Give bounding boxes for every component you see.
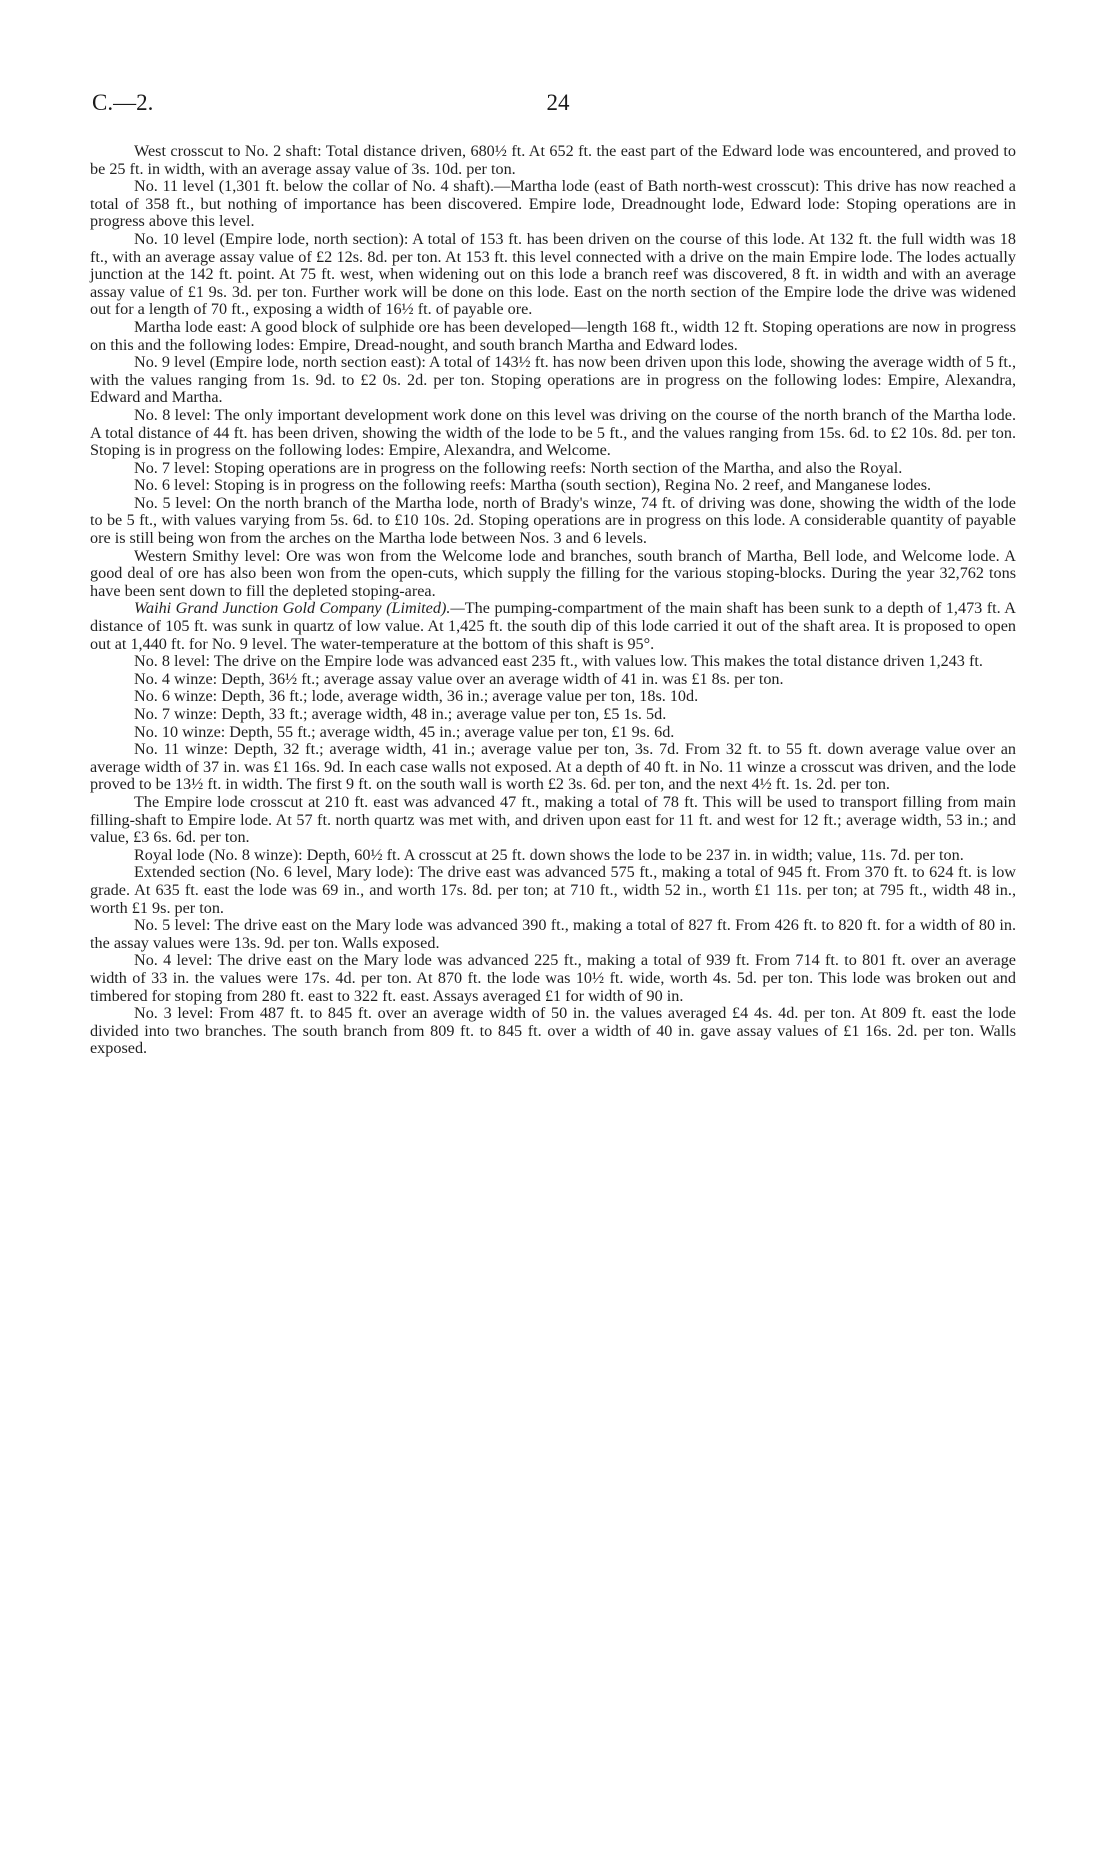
paragraph-no-6-level: No. 6 level: Stoping is in progress on the following reefs: Martha (south section), Regina No. 2 reef, and Manganese lodes.	[134, 476, 932, 495]
paragraph-no-8-level: No. 8 level: The only important development work done on this level was driving on the course of the north branch of the Martha lode. A total distance of 44 ft. has been driven, showing the width of the lode to be 5 ft., and the values ranging from 15s. 6d. to £2 10s. 8d. per ton. Stoping is in progress on the following lodes: Empire, Alexandra, and Welcome.	[90, 405, 1016, 460]
document-code: C.—2.	[92, 90, 154, 115]
paragraph-mary-no-4-level: No. 4 level: The drive east on the Mary lode was advanced 225 ft., making a total of 939 ft. From 714 ft. to 801 ft. over an average width of 33 in. the values were 17s. 4d. per ton. At 870 ft. the lode was 10½ ft. wide, worth 4s. 5d. per ton. This lode was broken out and timbered for stoping from 280 ft. east to 322 ft. east. Assays averaged £1 for width of 90 in.	[90, 951, 1016, 1005]
paragraph-no-10-level: No. 10 level (Empire lode, north section): A total of 153 ft. has been driven on the course of this lode. At 132 ft. the full width was 18 ft., with an average assay value of £2 12s. 8d. per ton. At 153 ft. this level connected with a drive on the main Empire lode. The lodes actually junction at the 142 ft. point. At 75 ft. west, when widening out on this lode a branch reef was discovered, 8 ft. in width and with an average assay value of £1 9s. 3d. per ton. Further work will be done on this lode. East on the north section of the Empire lode the drive was widened out for a length of 70 ft., exposing a width of 16½ ft. of payable ore.	[90, 229, 1016, 319]
paragraph-empire-lode-crosscut: The Empire lode crosscut at 210 ft. east was advanced 47 ft., making a total of 78 ft. This will be used to transport filling from main filling-shaft to Empire lode. At 57 ft. north quartz was met with, and driven upon east for 11 ft. and west for 12 ft.; average width, 53 in.; and value, £3 6s. 6d. per ton.	[90, 792, 1016, 847]
paragraph-no-10-winze: No. 10 winze: Depth, 55 ft.; average width, 45 in.; average value per ton, £1 9s. 6d.	[134, 722, 675, 741]
paragraph-martha-lode-east: Martha lode east: A good block of sulphide ore has been developed—length 168 ft., width 12 ft. Stoping operations are now in progress on this and the following lodes: Empire, Dread-nought, and south branch Martha and Edward lodes.	[90, 317, 1016, 354]
page-number: 24	[546, 90, 570, 115]
paragraph-no-9-level: No. 9 level (Empire lode, north section east): A total of 143½ ft. has now been driven upon this lode, showing the average width of 5 ft., with the values ranging from 1s. 9d. to £2 0s. 2d. per ton. Stoping operations are in progress on the following lodes: Empire, Alexandra, Edward and Martha.	[90, 353, 1016, 407]
paragraph-west-crosscut: West crosscut to No. 2 shaft: Total distance driven, 680½ ft. At 652 ft. the east part of the Edward lode was encountered, and proved to be 25 ft. in width, with an average assay value of 3s. 10d. per ton.	[90, 142, 1016, 178]
paragraph-no-7-winze: No. 7 winze: Depth, 33 ft.; average width, 48 in.; average value per ton, £5 1s. 5d.	[134, 705, 667, 723]
company-heading: Waihi Grand Junction Gold Company (Limited).—	[134, 599, 465, 618]
paragraph-no-11-level: No. 11 level (1,301 ft. below the collar of No. 4 shaft).—Martha lode (east of Bath north-west crosscut): This drive has now reached a total of 358 ft., but nothing of importance has been discovered. Empire lode, Dreadnought lode, Edward lode: Stoping operations are in progress above this level.	[90, 177, 1016, 231]
paragraph-waihi-grand-junction-text: The pumping-compartment of the main shaft has been sunk to a depth of 1,473 ft. A distance of 105 ft. was sunk in quartz of low value. At 1,425 ft. the south dip of this lode carried it out of the shaft area. It is proposed to open out at 1,440 ft. for No. 9 level. The water-temperature at the bottom of this shaft is 95°.	[90, 599, 1016, 653]
paragraph-waihi-grand-junction	[90, 600, 1016, 653]
paragraph-no-11-winze: No. 11 winze: Depth, 32 ft.; average width, 41 in.; average value per ton, 3s. 7d. From 32 ft. to 55 ft. down average value over an average width of 37 in. was £1 16s. 9d. In each case walls not exposed. At a depth of 40 ft. in No. 11 winze a crosscut was driven, and the lode proved to be 13½ ft. in width. The first 9 ft. on the south wall is worth £2 3s. 6d. per ton, and the next 4½ ft. 1s. 2d. per ton.	[90, 740, 1016, 794]
body-text	[90, 143, 1016, 1058]
page-header	[92, 90, 1024, 130]
paragraph-no-5-level: No. 5 level: On the north branch of the Martha lode, north of Brady's winze, 74 ft. of driving was done, showing the width of the lode to be 5 ft., with values varying from 5s. 6d. to £10 10s. 2d. Stoping operations are in progress on this lode. A considerable quantity of payable ore is still being won from the arches on the Martha lode between Nos. 3 and 6 levels.	[90, 493, 1016, 548]
paragraph-no-6-winze: No. 6 winze: Depth, 36 ft.; lode, average width, 36 in.; average value per ton, 18s. 10d.	[134, 687, 699, 706]
paragraph-western-smithy-level: Western Smithy level: Ore was won from the Welcome lode and branches, south branch of Martha, Bell lode, and Welcome lode. A good deal of ore has also been won from the open-cuts, which supply the filling for the various stoping-blocks. During the year 32,762 tons have been sent down to fill the depleted stoping-area.	[90, 546, 1016, 600]
paragraph-gj-no-8-level: No. 8 level: The drive on the Empire lode was advanced east 235 ft., with values low. This makes the total distance driven 1,243 ft.	[134, 652, 983, 671]
paragraph-extended-section: Extended section (No. 6 level, Mary lode): The drive east was advanced 575 ft., making a total of 945 ft. From 370 ft. to 624 ft. is low grade. At 635 ft. east the lode was 69 in., and worth 17s. 8d. per ton; at 710 ft., width 52 in., worth £1 11s. per ton; at 795 ft., width 48 in., worth £1 9s. per ton.	[90, 863, 1016, 917]
paragraph-no-7-level: No. 7 level: Stoping operations are in progress on the following reefs: North section of the Martha, and also the Royal.	[134, 458, 903, 477]
paragraph-mary-no-3-level: No. 3 level: From 487 ft. to 845 ft. over an average width of 50 in. the values averaged £4 4s. 4d. per ton. At 809 ft. east the lode divided into two branches. The south branch from 809 ft. to 845 ft. over a width of 40 in. gave assay values of £1 16s. 2d. per ton. Walls exposed.	[90, 1004, 1016, 1058]
paragraph-royal-lode: Royal lode (No. 8 winze): Depth, 60½ ft. A crosscut at 25 ft. down shows the lode to be 237 in. in width; value, 11s. 7d. per ton.	[134, 845, 964, 864]
paragraph-no-4-winze: No. 4 winze: Depth, 36½ ft.; average assay value over an average width of 41 in. was £1 8s. per ton.	[134, 669, 784, 688]
paragraph-mary-no-5-level: No. 5 level: The drive east on the Mary lode was advanced 390 ft., making a total of 827 ft. From 426 ft. to 820 ft. for a width of 80 in. the assay values were 13s. 9d. per ton. Walls exposed.	[90, 916, 1016, 952]
